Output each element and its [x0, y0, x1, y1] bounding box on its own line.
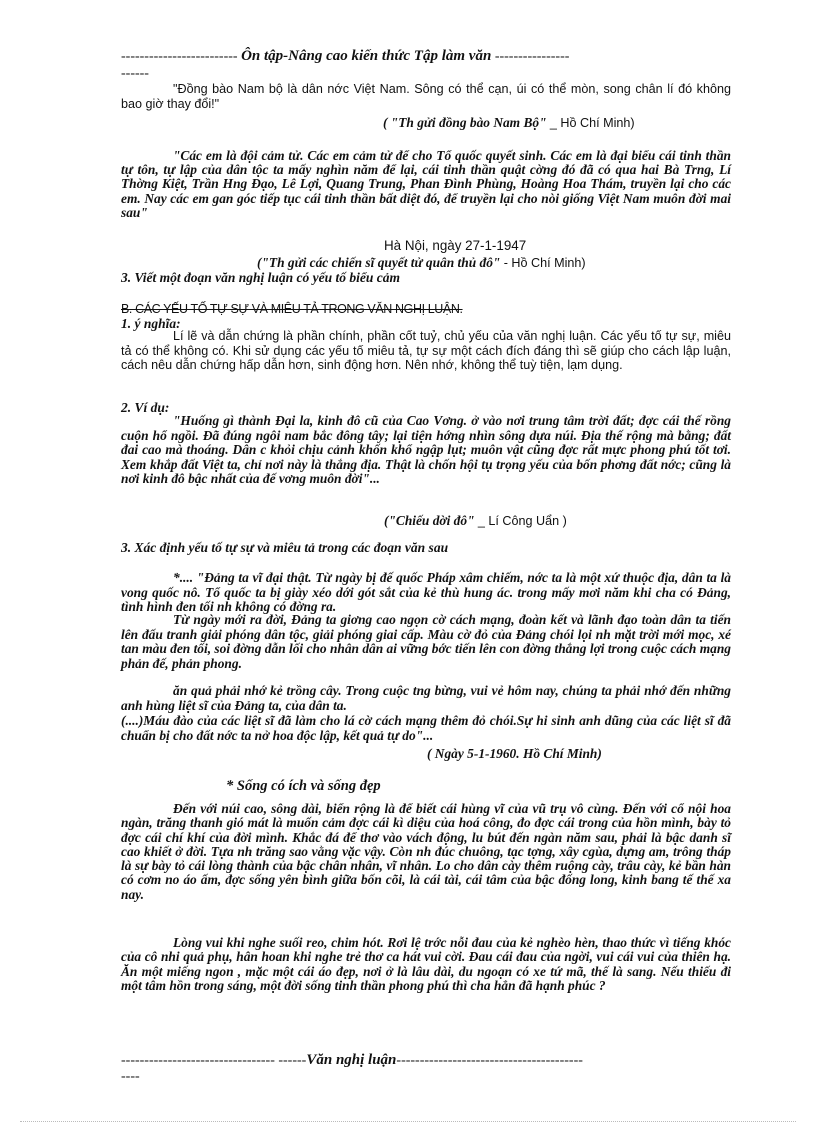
- subsection-2-heading: 2. Ví dụ:: [121, 400, 170, 415]
- essay-para-1: Đến với núi cao, sông dài, biển rộng là để biết cái hùng vĩ của vũ trụ vô cùng. Đến với cổ nội hoa ngàn, trăng thanh gió mát là muốn cảm đợc cái kì diệu của hoá công, đo đợc cái trong của hồn mình, bày tỏ đợc cái chí khí của đời mình. Khắc đá để thơ vào vách động, lu bút đến ngàn năm sau, phải là bậc danh sĩ cao khiết ở đời. Tựa nh trăng sao vằng vặc vậy. Còn nh đúc chuông, tạc tợng, xây cgùa, dựng am, trông tháp là sự bày tỏ cái lòng thành của bậc chân nhân, vĩ nhân. Lo cho dân cày thêm ruộng cày, trâu cày, kẻ bần hàn có cơm no áo ấm, đợc sống yên bình giữa bốn cõi, là cái tài, cái tâm của bậc đống long, kinh bang tế thế xa nay.: [121, 801, 731, 902]
- section-3-heading: 3. Viết một đoạn văn nghị luận có yếu tố biểu cảm: [121, 270, 401, 285]
- footer-dashes-wrap: ----: [121, 1069, 140, 1084]
- quote-cam-tu-date: Hà Nội, ngày 27-1-1947: [384, 238, 527, 253]
- header-dashes-left: -------------------------: [121, 49, 238, 64]
- subsection-3-heading: 3. Xác định yếu tố tự sự và miêu tả trong các đoạn văn sau: [121, 540, 449, 555]
- quote-cam-tu-source: ("Th gửi các chiến sĩ quyết tử quân thủ đô" - Hồ Chí Minh): [257, 255, 586, 270]
- footer-dashes-mid: ------: [278, 1053, 307, 1068]
- quote-cam-tu: "Các em là đội cảm tử. Các em cảm tử để cho Tổ quốc quyết sinh. Các em là đại biểu cái tinh thần tự tôn, tự lập của dân tộc ta mấy nghìn năm để lại, cái tinh thần quật cờng đó đã có qua hai Bà Trng, Lí Thờng Kiệt, Trần Hng Đạo, Lê Lợi, Quang Trung, Phan Đình Phùng, Hoàng Hoa Thám, truyền lại cho các em. Nay các em gan góc tiếp tục cái tinh thần bất diệt đó, để truyền lại cho nòi giống Việt Nam muôn đời mai sau": [121, 148, 731, 220]
- page-header: [121, 48, 569, 65]
- footer-title: Văn nghị luận: [306, 1052, 397, 1068]
- subsection-2-source: ("Chiếu dời đô" _ Lí Công Uẩn ): [384, 513, 567, 528]
- quote-nam-bo: "Đồng bào Nam bộ là dân nớc Việt Nam. Sông có thể cạn, úi có thể mòn, song chân lí đó không bao giờ thay đổi!": [121, 82, 731, 111]
- section-b-heading: B. CÁC YẾU TỐ TỰ SỰ VÀ MIÊU TẢ TRONG VĂN NGHỊ LUẬN.: [121, 302, 463, 316]
- footer-dashes-left: ---------------------------------: [121, 1053, 275, 1068]
- footer-dashes-right: ----------------------------------------: [396, 1053, 583, 1068]
- subsection-1-heading: 1. ý nghĩa:: [121, 316, 181, 331]
- page-footer: [121, 1052, 583, 1069]
- quote-nam-bo-source: ( "Th gửi đồng bào Nam Bộ" _ Hồ Chí Minh): [383, 115, 635, 130]
- header-title: Ôn tập-Nâng cao kiến thức Tập làm văn: [241, 48, 492, 64]
- essay-heading: * Sống có ích và sống đẹp: [226, 778, 381, 794]
- header-dashes-wrap: ------: [121, 66, 149, 81]
- subsection-2-quote: "Huống gì thành Đại la, kinh đô cũ của Cao Vơng. ở vào nơi trung tâm trời đất; đợc cái thế rồng cuộn hổ ngồi. Đã đúng ngôi nam bắc đông tây; lại tiện hớng nhìn sông dựa núi. Địa thế rộng mà bằng; đất đai cao mà thoáng. Dân c khỏi chịu cảnh khốn khổ ngập lụt; muôn vật cũng đợc rất mực phong phú tốt tơi. Xem khắp đất Việt ta, chỉ nơi này là thắng địa. Thật là chốn hội tụ trọng yếu của bốn phơng đất nớc; cũng là nơi kinh đô bậc nhất của đế vơng muôn đời"...: [121, 413, 731, 487]
- subsection-3-source: ( Ngày 5-1-1960. Hồ Chí Minh): [427, 746, 602, 761]
- subsection-3-para-3: ăn quả phải nhớ kẻ trồng cây. Trong cuộc tng bừng, vui vẻ hôm nay, chúng ta phải nhớ đến những anh hùng liệt sĩ của Đảng ta, của dân ta.: [121, 683, 731, 713]
- subsection-3-para-4: (....)Máu đào của các liệt sĩ đã làm cho lá cờ cách mạng thêm đỏ chói.Sự hi sinh anh dũng của các liệt sĩ đã chuẩn bị cho đất nớc ta nở hoa độc lập, kết quả tự do"...: [121, 713, 731, 743]
- subsection-3-para-1: *.... "Đảng ta vĩ đại thật. Từ ngày bị đế quốc Pháp xâm chiếm, nớc ta là một xứ thuộc địa, dân ta là vong quốc nô. Tổ quốc ta bị giày xéo dới gót sắt của kẻ thù hung ác. trong mấy mơi năm khi cha có Đảng, tình hình đen tối nh không có đờng ra.: [121, 570, 731, 615]
- page-bottom-divider: [20, 1121, 796, 1122]
- essay-para-2: Lòng vui khi nghe suối reo, chim hót. Rơi lệ trớc nỗi đau của kẻ nghèo hèn, thao thức vì tiếng khóc của cô nhi quả phụ, hân hoan khi nghe trẻ thơ ca hát vui cời. Đau cái đau của ngời, vui cái vui của thiên hạ. Ăn một miếng ngon , mặc một cái áo đẹp, nơi ở là lâu dài, du ngoạn có xe tứ mã, thế là sang. Nếu thiếu đi một tâm hồn trong sáng, một đời sống tinh thần phong phú thì cha hẳn đã hạnh phúc ?: [121, 935, 731, 993]
- header-dashes-right: ----------------: [494, 49, 570, 64]
- subsection-3-para-2: Từ ngày mới ra đời, Đảng ta giơng cao ngọn cờ cách mạng, đoàn kết và lãnh đạo toàn dân ta tiến lên đấu tranh giải phóng dân tộc, giải phóng giai cấp. Màu cờ đỏ của Đảng chói lọi nh mặt trời mới mọc, xé tan màu đen tối, soi đờng dẫn lối cho nhân dân ai vững bớc tiến lên con đờng thắng lợi trong cuộc cách mạng phản đế, phản phong.: [121, 612, 731, 671]
- subsection-1-text: Lí lẽ và dẫn chứng là phần chính, phần cốt tuỷ, chủ yếu của văn nghị luận. Các yếu tố tự sự, miêu tả có thể không có. Khi sử dụng các yếu tố miêu tả, tự sự một cách đích đáng thì sẽ giúp cho cách lập luận, cách nêu dẫn chứng hấp dẫn hơn, sinh động hơn. Nên nhớ, không thể tuỳ tiện, lạm dụng.: [121, 329, 731, 373]
